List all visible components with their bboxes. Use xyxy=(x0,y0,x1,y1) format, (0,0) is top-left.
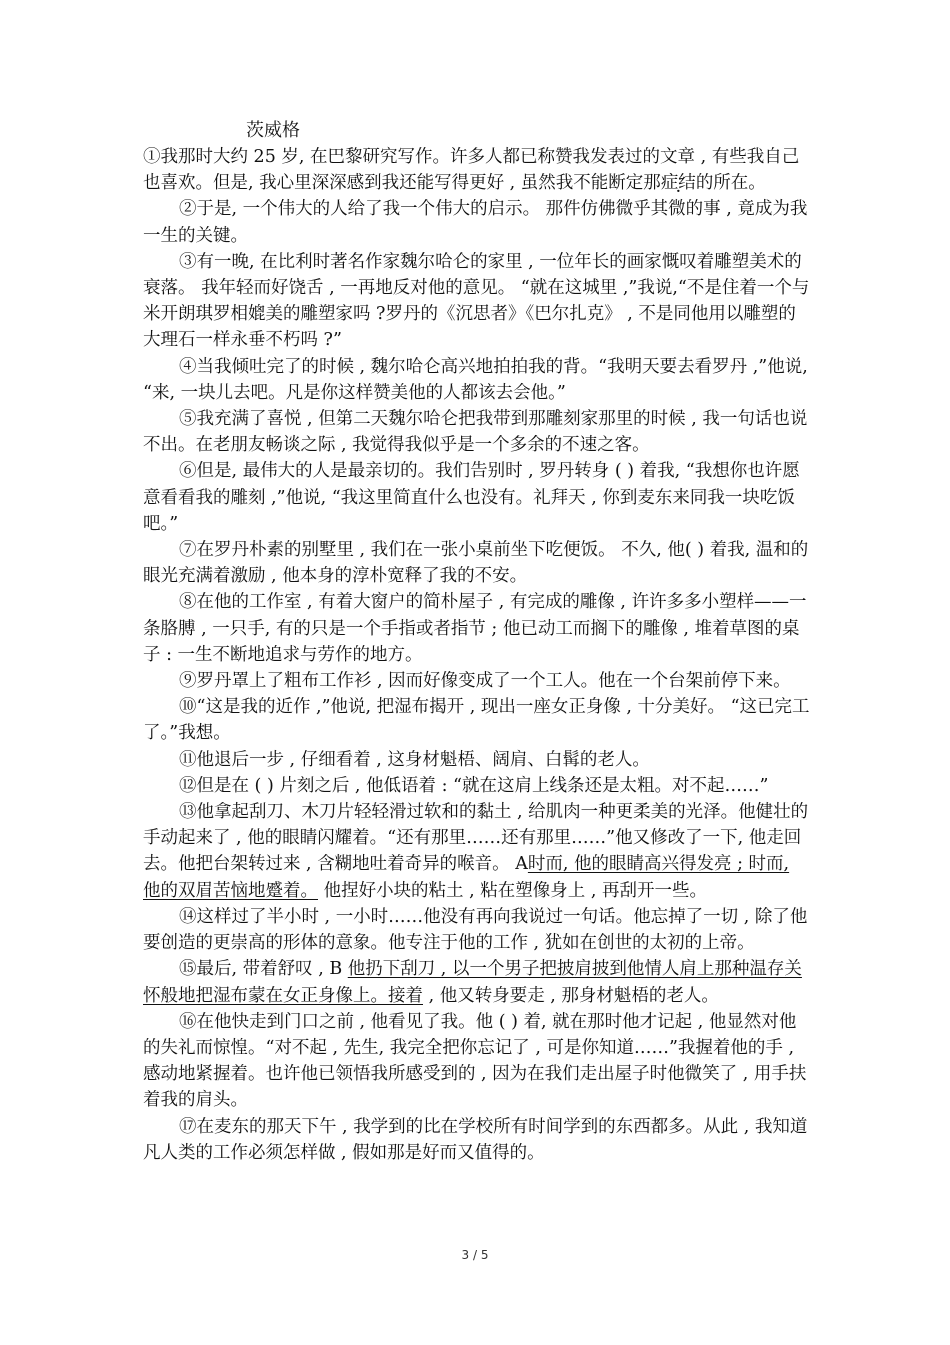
paragraph-10: ⑩“这是我的近作 ,”他说, 把湿布揭开 , 现出一座女正身像 , 十分美好。 “这已完工了。”我想。 xyxy=(143,697,810,744)
underlined-sentence-a: 时而, 他的眼睛高兴得发亮 ; 时而, 他的双眉苦恼地蹙着。 xyxy=(143,854,790,901)
paragraph-3: ③有一晚, 在比利时著名作家魏尔哈仑的家里 , 一位年长的画家慨叹着雕塑美术的衰落。 我年轻而好饶舌 , 一再地反对他的意见。 “就在这城里 ,”我说,“不是住着一个与米开朗琪罗相媲美的雕塑家吗 ?罗丹的《沉思者》《巴尔扎克》 , 不是同他用以雕塑的大理石一样永垂不朽吗 ?” xyxy=(143,251,810,351)
paragraph-12: ⑫但是在 ( ) 片刻之后 , 他低语着 : “就在这肩上线条还是太粗。对不起……” xyxy=(179,775,769,796)
paragraph-1-text-a: ①我那时大约 25 岁, 在巴黎研究写作。许多人都已称赞我发表过的文章 , 有些我自己也喜欢。但是, 我心里深深感到我还能写得更好 , 虽然我不能断定那 xyxy=(143,147,800,194)
paragraph-13 xyxy=(143,799,810,904)
paragraph-4: ④当我倾吐完了的时候 , 魏尔哈仑高兴地拍拍我的背。“我明天要去看罗丹 ,”他说, “来, 一块儿去吧。凡是你这样赞美他的人都该去会他。” xyxy=(143,356,808,403)
paragraph-15-text-a: ⑮最后, 带着舒叹 , B xyxy=(179,959,348,980)
paragraph-8: ⑧在他的工作室 , 有着大窗户的简朴屋子 , 有完成的雕像 , 许许多多小塑样——一条胳膊 , 一只手, 有的只是一个手指或者指节 ; 他已动工而搁下的雕像 , 堆着草图的桌子 : 一生不断地追求与劳作的地方。 xyxy=(143,592,807,665)
author-name: 茨威格 xyxy=(246,120,300,141)
paragraph-1-text-b: 的所在。 xyxy=(695,173,766,194)
paragraph-13-text-b: 他捏好小块的粘土 , 粘在塑像身上 , 再刮开一些。 xyxy=(318,880,707,901)
paragraph-2: ②于是, 一个伟大的人给了我一个伟大的启示。 那件仿佛微乎其微的事 , 竟成为我一生的关键。 xyxy=(143,199,808,246)
paragraph-15 xyxy=(143,956,810,1008)
page-number: 3 / 5 xyxy=(461,1248,489,1262)
article-body xyxy=(143,144,810,1166)
paragraph-13-text-a: ⑬他拿起刮刀、木刀片轻轻滑过软和的黏土 , 给肌肉一种更柔美的光泽。他健壮的手动起来了 , 他的眼睛闪耀着。“还有那里……还有那里……”他又修改了一下, 他走回去。他把台架转过来 , 含糊地吐着奇异的喉音。 A xyxy=(143,802,809,875)
paragraph-16: ⑯在他快走到门口之前 , 他看见了我。他 ( ) 着, 就在那时他才记起 , 他显然对他的失礼而惊惶。“对不起 , 先生, 我完全把你忘记了 , 可是你知道……”我握着他的手 , 感动地紧握着。也许他已领悟我所感受到的 , 因为在我们走出屋子时他微笑了 , 用手扶着我的肩头。 xyxy=(143,1011,807,1111)
dotted-term: 症结 xyxy=(660,173,696,194)
paragraph-14: ⑭这样过了半小时 , 一小时……他没有再向我说过一句话。他忘掉了一切 , 除了他要创造的更崇高的形体的意象。他专注于他的工作 , 犹如在创世的太初的上帝。 xyxy=(143,906,808,954)
paragraph-11: ⑪他退后一步 , 仔细看着 , 这身材魁梧、阔肩、白髯的老人。 xyxy=(179,749,650,770)
paragraph-7: ⑦在罗丹朴素的别墅里 , 我们在一张小桌前坐下吃便饭。 不久, 他( ) 着我, 温和的眼光充满着激励 , 他本身的淳朴宽释了我的不安。 xyxy=(143,540,809,587)
underlined-sentence-b: 他扔下刮刀 , 以一个男子把披肩披到他情人肩上那种温存关怀般地把湿布蒙在女正身像上。接着 xyxy=(143,959,802,1006)
paragraph-5: ⑤我充满了喜悦 , 但第二天魏尔哈仑把我带到那雕刻家那里的时候 , 我一句话也说不出。在老朋友畅谈之际 , 我觉得我似乎是一个多余的不速之客。 xyxy=(143,409,808,456)
paragraph-9: ⑨罗丹罩上了粗布工作衫 , 因而好像变成了一个工人。他在一个台架前停下来。 xyxy=(179,671,791,692)
paragraph-17: ⑰在麦东的那天下午 , 我学到的比在学校所有时间学到的东西都多。从此 , 我知道凡人类的工作必须怎样做 , 假如那是好而又值得的。 xyxy=(143,1116,808,1163)
paragraph-6: ⑥但是, 最伟大的人是最亲切的。我们告别时 , 罗丹转身 ( ) 着我, “我想你也许愿意看看我的雕刻 ,”他说, “我这里简直什么也没有。礼拜天 , 你到麦东来同我一块吃饭吧。” xyxy=(143,461,800,534)
paragraph-1 xyxy=(143,144,810,196)
paragraph-15-text-b: , 他又转身要走 , 那身材魁梧的老人。 xyxy=(423,985,719,1006)
